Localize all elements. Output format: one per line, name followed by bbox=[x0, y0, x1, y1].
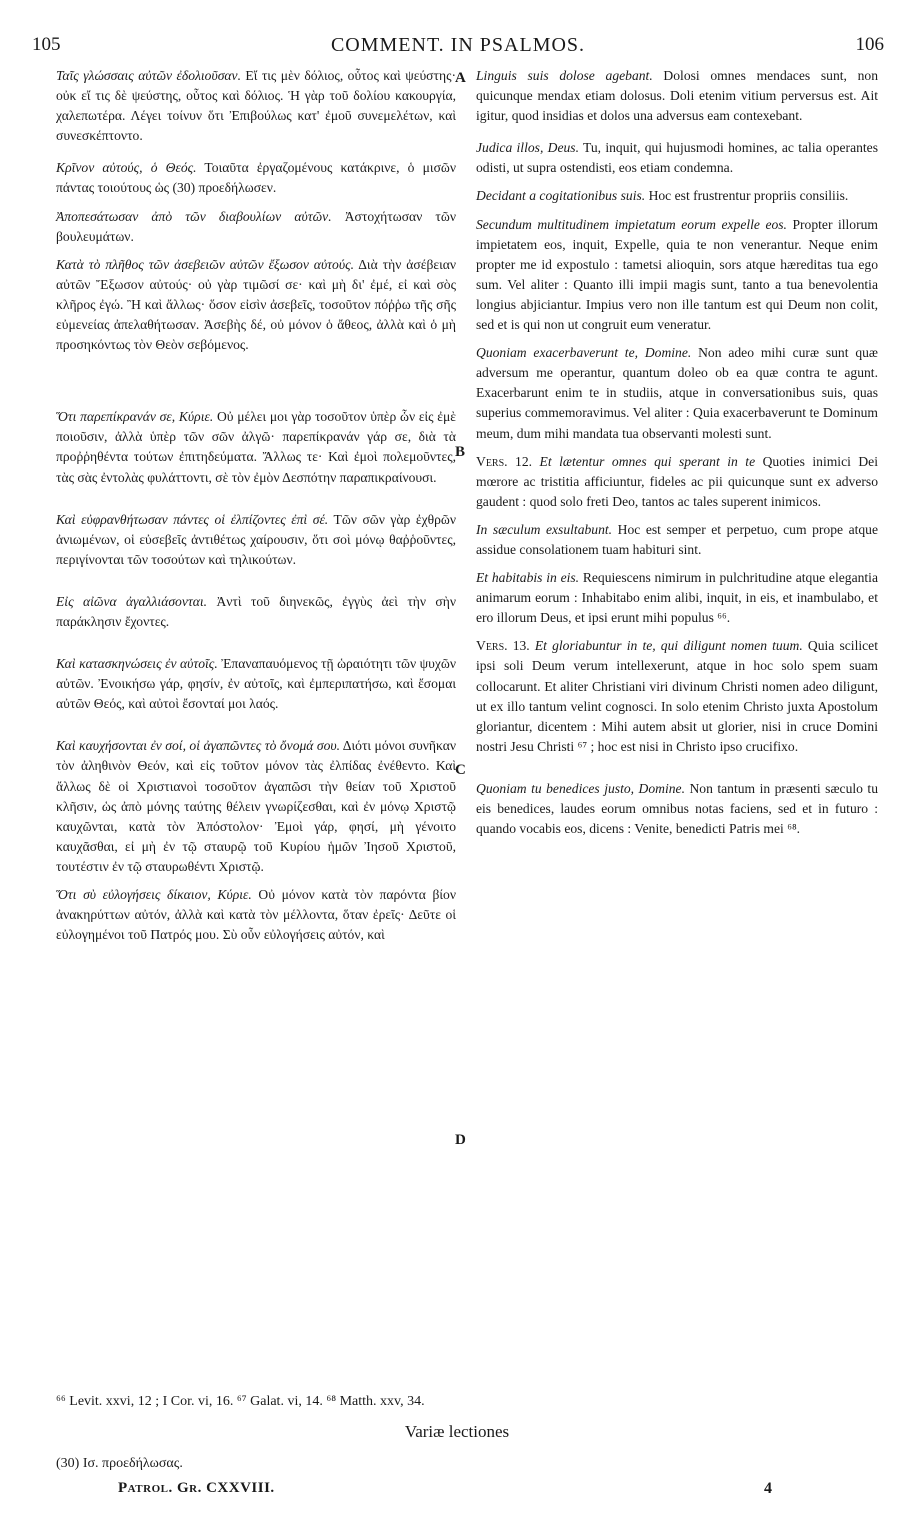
greek-text: Οὐ μόνον κατὰ τὸν παρόντα βίον ἀνακηρύττων αὐτόν, ἀλλὰ καὶ κατὰ τὸν μέλλοντα, ὅταν ἐρεῖς· Δεῦτε οἱ εὐλογημένοι τοῦ Πατρός μου. Σὺ οὖν εὐλογήσεις αὐτόν, καὶ bbox=[56, 887, 456, 943]
latin-paragraph bbox=[476, 138, 878, 178]
latin-text: Quia scilicet ipsi soli Deum verum intellexerunt, atque in hoc solo spem suam collocarunt. Et aliter Christiani viri divinum Christi nomen adeo diligunt, ut ex illo tantum velint cognosci. In solo etenim Christo juxta Apostolum gloriantur, dicentem : Mihi autem absit ut glorier, nisi in cruce Domini nostri Jesu Christi ⁶⁷ ; hoc est nisi in Christo ipso crucifixo. bbox=[476, 638, 878, 754]
page-number-right: 106 bbox=[855, 34, 884, 55]
greek-text: Διότι μόνοι συνῆκαν τὸν ἀληθινὸν Θεόν, καὶ εἰς τοῦτον μόνον τὰς ἐλπίδας ἐνέθεντο. Καὶ ἄλλως δὲ οἱ Χριστιανοὶ τοσοῦτον ἀγαπῶσι τὴν θείαν τοῦ Χριστοῦ κλῆσιν, ὡς ἀπὸ μόνης ταύτης θέλειν γνωρίζεσθαι, καὶ ἐν μόνῳ Χριστῷ καυχῶνται, κατὰ τὸν Ἀπόστολον· Ἐμοὶ γάρ, φησί, μὴ γένοιτο καυχᾶσθαι, εἰ μὴ ἐν τῷ σταυρῷ τοῦ Κυρίου ἡμῶν Ἰησοῦ Χριστοῦ, τουτέστιν ἐν τῷ σταυρωθέντι Χριστῷ. bbox=[56, 738, 456, 874]
verse-number: Vers. 13. bbox=[476, 638, 530, 654]
latin-lemma: Et gloriabuntur in te, qui diligunt nomen tuum. bbox=[529, 638, 803, 654]
running-title: COMMENT. IN PSALMOS. bbox=[330, 34, 586, 56]
greek-text: Ἀντὶ τοῦ διηνεκῶς, ἐγγὺς ἀεὶ τὴν σὴν παράκλησιν ἔχοντες. bbox=[56, 593, 456, 629]
variae-lectiones-heading: Variæ lectiones bbox=[404, 1422, 510, 1441]
latin-paragraph bbox=[476, 186, 878, 206]
latin-text: Non tantum in præsenti sæculo tu eis benedices, laudes eorum omnibus notas faciens, sed et in futuro : quando vocabis eos, dicens : Venite, benedicti Patris mei ⁶⁸. bbox=[476, 780, 878, 837]
greek-lemma: Ὅτι παρεπίκρανάν σε, Κύριε. bbox=[56, 409, 214, 425]
greek-paragraph bbox=[56, 407, 456, 487]
latin-paragraph bbox=[476, 343, 878, 443]
footnotes: ⁶⁶ Levit. xxvi, 12 ; I Cor. vi, 16. ⁶⁷ Galat. vi, 14. ⁶⁸ Matth. xxv, 34. bbox=[56, 1394, 425, 1409]
margin-marker-d: D bbox=[455, 1132, 466, 1148]
latin-text: Propter illorum impietatem eos, inquit, Expelle, quia te non venerantur. Neque enim propter me id expostulo : tametsi alioquin, sors atque hæreditas tua ego sum. Vel aliter : Quanto illi impii magis sunt, tanto a tua benevolentia longius abjiciantur. Impius vero non ille tantum est qui Deum non colit, sed et is qui non ut congruit eum veneratur. bbox=[476, 216, 878, 333]
running-header bbox=[32, 34, 884, 62]
latin-text: Quoties inimici Dei mœrore ac tristitia afficiuntur, fideles ac pii quicunque sunt ex adverso gaudent : quod solo freti Deo, tantos ac tales superent inimicos. bbox=[476, 453, 878, 509]
greek-lemma: Καὶ εὐφρανθήτωσαν πάντες οἱ ἐλπίζοντες ἐπὶ σέ. bbox=[56, 511, 329, 527]
latin-paragraph bbox=[476, 520, 878, 560]
greek-paragraph bbox=[56, 736, 456, 877]
greek-paragraph bbox=[56, 885, 456, 945]
margin-marker-b: B bbox=[455, 444, 466, 460]
greek-text: Εἴ τις μὲν δόλιος, οὗτος καὶ ψεύστης· οὐκ εἴ τις δὲ ψεύστης, οὗτος καὶ δόλιος. Ἡ γὰρ τοῦ δολίου κακουργία, χαλεπωτέρα. Λέγει τοίνυν ὅτι Ἐπιβούλως κατ' ἐμοῦ συνεμελέτων, καὶ συνεσκέπτοντο. bbox=[56, 68, 456, 144]
latin-text: Requiescens nimirum in pulchritudine atque elegantia animarum eorum : Inhabitabo enim alibi, inquit, in eis, et inambulabo, et ero illorum Deus, et ipsi erunt mihi populus ⁶⁶. bbox=[476, 570, 878, 626]
latin-text: Hoc est semper et perpetuo, cum prope atque assidue consolationem tuam habituri sint. bbox=[476, 521, 879, 557]
greek-paragraph bbox=[56, 66, 456, 146]
latin-paragraph bbox=[476, 779, 878, 839]
greek-paragraph bbox=[56, 510, 456, 570]
gathering-signature: 4 bbox=[764, 1480, 772, 1497]
greek-lemma: Ὅτι σὺ εὐλογήσεις δίκαιον, Κύριε. bbox=[56, 887, 252, 902]
latin-lemma: Quoniam tu benedices justo, Domine. bbox=[476, 780, 685, 796]
latin-lemma: Secundum multitudinem impietatum eorum expelle eos. bbox=[476, 216, 787, 232]
latin-lemma: Et lætentur omnes qui sperant in te bbox=[532, 453, 756, 469]
greek-lemma: Κατὰ τὸ πλῆθος τῶν ἀσεβειῶν αὐτῶν ἔξωσον αὐτούς. bbox=[56, 256, 355, 272]
variae-lectiones-line: (30) Ισ. προεδήλωσας. bbox=[56, 1456, 183, 1471]
greek-paragraph bbox=[56, 592, 456, 632]
greek-lemma: Ταῖς γλώσσαις αὐτῶν ἐδολιοῦσαν. bbox=[56, 68, 241, 83]
latin-lemma: In sæculum exsultabunt. bbox=[476, 521, 613, 537]
latin-paragraph bbox=[476, 568, 878, 628]
latin-lemma: Judica illos, Deus. bbox=[476, 140, 579, 156]
greek-column bbox=[56, 66, 456, 953]
greek-paragraph bbox=[56, 255, 456, 355]
page-number-left: 105 bbox=[32, 34, 61, 55]
latin-text: Dolosi omnes mendaces sunt, non quicunque mendax etiam dolosus. Doli etenim vitium perversus est. Ait igitur, quod insidias et dolos una adversus eam contexebant. bbox=[476, 68, 879, 124]
latin-column bbox=[476, 66, 878, 847]
margin-marker-c: C bbox=[455, 762, 466, 778]
greek-lemma: Καὶ καυχήσονται ἐν σοί, οἱ ἀγαπῶντες τὸ ὄνομά σου. bbox=[56, 738, 341, 754]
latin-text: Hoc est frustrentur propriis consiliis. bbox=[645, 188, 849, 204]
greek-text: Ἀστοχήτωσαν τῶν βουλευμάτων. bbox=[56, 208, 456, 244]
greek-lemma: Κρῖνον αὐτούς, ὁ Θεός. bbox=[56, 160, 197, 176]
greek-text: Τῶν σῶν γὰρ ἐχθρῶν ἀνιωμένων, οἱ εὐσεβεῖς ἀντιθέτως χαίρουσιν, ὅτι σοὶ μόνῳ θαῤῥοῦντες, περιγίνονται τῶν τοσούτων καὶ τηλικούτων. bbox=[56, 511, 456, 567]
greek-text: Διὰ τὴν ἀσέβειαν αὐτῶν Ἔξωσον αὐτούς· οὐ γὰρ τιμῶσί σε· καὶ μὴ δι' ἐμέ, εἰ καὶ σὸς κλῆρος ἐγώ. Ἢ καὶ ἄλλως· ὅσον εἰσὶν ἀσεβεῖς, τοσοῦτον πόῤῥω τῆς σῆς εὐμενείας ἀπελαθήτωσαν. Ἀσεβὴς δέ, οὐ μόνον ὁ ἄθεος, ἀλλὰ καὶ ὁ μὴ προσηκόντως τὸν Θεὸν σεβόμενος. bbox=[56, 256, 456, 353]
latin-paragraph bbox=[476, 452, 878, 512]
latin-paragraph bbox=[476, 66, 878, 126]
latin-lemma: Quoniam exacerbaverunt te, Domine. bbox=[476, 345, 692, 361]
greek-lemma: Ἀποπεσάτωσαν ἀπὸ τῶν διαβουλίων αὐτῶν. bbox=[56, 208, 332, 224]
greek-text: Τοιαῦτα ἐργαζομένους κατάκρινε, ὁ μισῶν πάντας τοιούτους ὡς (30) προεδήλωσεν. bbox=[56, 160, 456, 196]
margin-marker-a: A bbox=[455, 70, 466, 86]
greek-text: Οὐ μέλει μοι γὰρ τοσοῦτον ὑπὲρ ὧν εἰς ἐμὲ ποιοῦσιν, ἀλλὰ ὑπὲρ τῶν σῶν ἀλγῶ· παρεπίκρανάν γάρ σε, διὰ τὰ προῤῥηθέντα τούτων ἐπιτηδεύματα. Ἄλλως τε· Καὶ ἐμοὶ πολεμοῦντες, τὰς σὰς ἐντολὰς φυλάττοντι, σὲ τὸν ἐμὸν Δεσπότην παραπικραίνουσι. bbox=[56, 409, 456, 485]
greek-paragraph bbox=[56, 158, 456, 198]
patrol-signature: Patrol. Gr. CXXVIII. bbox=[118, 1480, 275, 1496]
latin-lemma: Linguis suis dolose agebant. bbox=[476, 68, 653, 83]
greek-lemma: Καὶ κατασκηνώσεις ἐν αὐτοῖς. bbox=[56, 656, 218, 672]
latin-text: Non adeo mihi curæ sunt quæ adversum me operantur, quantum doleo ob ea quæ contra te agunt. Exacerbarunt enim te in studiis, atque in conversationibus suis, quas superius commemoravimus. Vel aliter : Quia exacerbaverunt te Dominum meum, dum mihi mandata tua observanti molesti sunt. bbox=[476, 345, 878, 441]
latin-text: Tu, inquit, qui hujusmodi homines, ac talia operantes odisti, ut supra ostendisti, eos etiam condemna. bbox=[476, 140, 879, 176]
latin-lemma: Decidant a cogitationibus suis. bbox=[476, 188, 646, 204]
latin-paragraph bbox=[476, 215, 878, 336]
latin-paragraph bbox=[476, 636, 878, 757]
greek-lemma: Εἰς αἰῶνα ἀγαλλιάσονται. bbox=[56, 593, 208, 609]
greek-paragraph bbox=[56, 654, 456, 714]
verse-number: Vers. 12. bbox=[476, 453, 533, 469]
latin-lemma: Et habitabis in eis. bbox=[476, 570, 580, 586]
greek-paragraph bbox=[56, 207, 456, 247]
greek-text: Ἐπαναπαυόμενος τῇ ὡραιότητι τῶν ψυχῶν αὐτῶν. Ἐνοικήσω γάρ, φησίν, ἐν αὐτοῖς, καὶ ἐμπεριπατήσω, καὶ ἔσομαι αὐτῶν Θεός, καὶ αὐτοὶ ἔσονταί μοι λαός. bbox=[56, 656, 457, 712]
